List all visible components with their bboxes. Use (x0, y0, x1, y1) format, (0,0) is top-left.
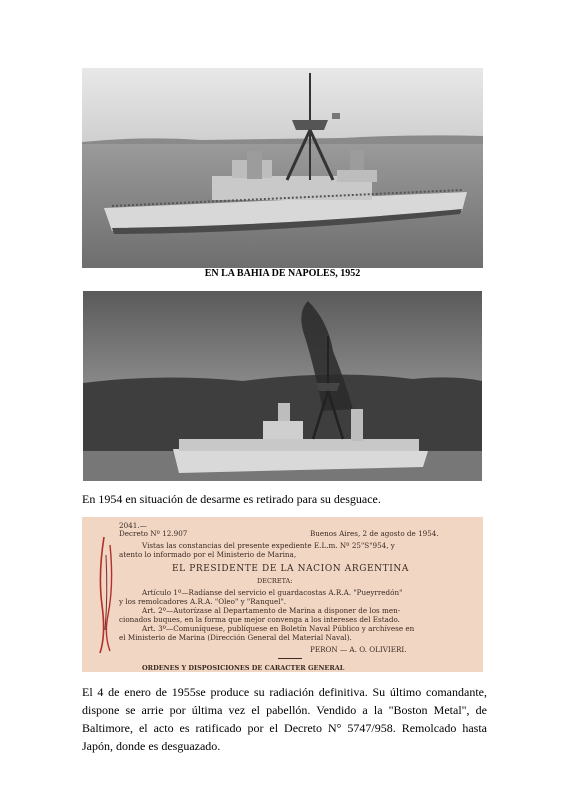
warship-photo-smoke (83, 291, 482, 481)
handwritten-mark (96, 535, 116, 655)
decree-decreta: DECRETA: (257, 577, 293, 585)
photo-caption: EN LA BAHIA DE NAPOLES, 1952 (204, 268, 361, 279)
decree-line: el Ministerio de Marina (Dirección General del Material Naval). (119, 633, 352, 642)
decree-scan (82, 517, 483, 672)
decree-heading: EL PRESIDENTE DE LA NACION ARGENTINA (172, 564, 409, 574)
decree-line: Vistas las constancias del presente expediente E.L.m. Nº 25"S"954, y (142, 541, 395, 550)
paragraph-radiation: El 4 de enero de 1955se produce su radiación definitiva. Su último comandante, dispone se arrie por última vez el pabellón. Vendido a la "Boston Metal", de Baltimore, el acto es ratificado por el Decreto N° 5747/958. Remolcado hasta Japón, donde es desguazado. (82, 685, 487, 753)
decree-line: Art. 3º—Comuníquese, publíquese en Boletín Naval Público y archívese en (142, 624, 415, 633)
decree-line: y los remolcadores A.R.A. "Oleo" y "Ranquel". (119, 597, 287, 606)
decree-date: Buenos Aires, 2 de agosto de 1954. (310, 529, 439, 538)
decree-footer: ORDENES Y DISPOSICIONES DE CARACTER GENERAL (142, 664, 345, 672)
decree-divider (278, 658, 302, 659)
decree-signature: PERON — A. O. OLIVIERI. (310, 645, 407, 654)
decree-line: cionados buques, en la forma que mejor convenga a los intereses del Estado. (119, 615, 400, 624)
decree-line: Art. 2º—Autorízase al Departamento de Marina a disponer de los men- (142, 606, 401, 615)
decree-line: Artículo 1º—Radíanse del servicio el guardacostas A.R.A. "Pueyrredón" (142, 588, 403, 597)
decree-line: atento lo informado por el Ministerio de Marina, (119, 550, 297, 559)
paragraph-disarm: En 1954 en situación de desarme es retirado para su desguace. (82, 492, 381, 506)
warship-photo-naples (82, 68, 483, 268)
decree-number: 2041.— (119, 521, 147, 530)
decree-id: Decreto Nº 12.907 (119, 529, 188, 538)
